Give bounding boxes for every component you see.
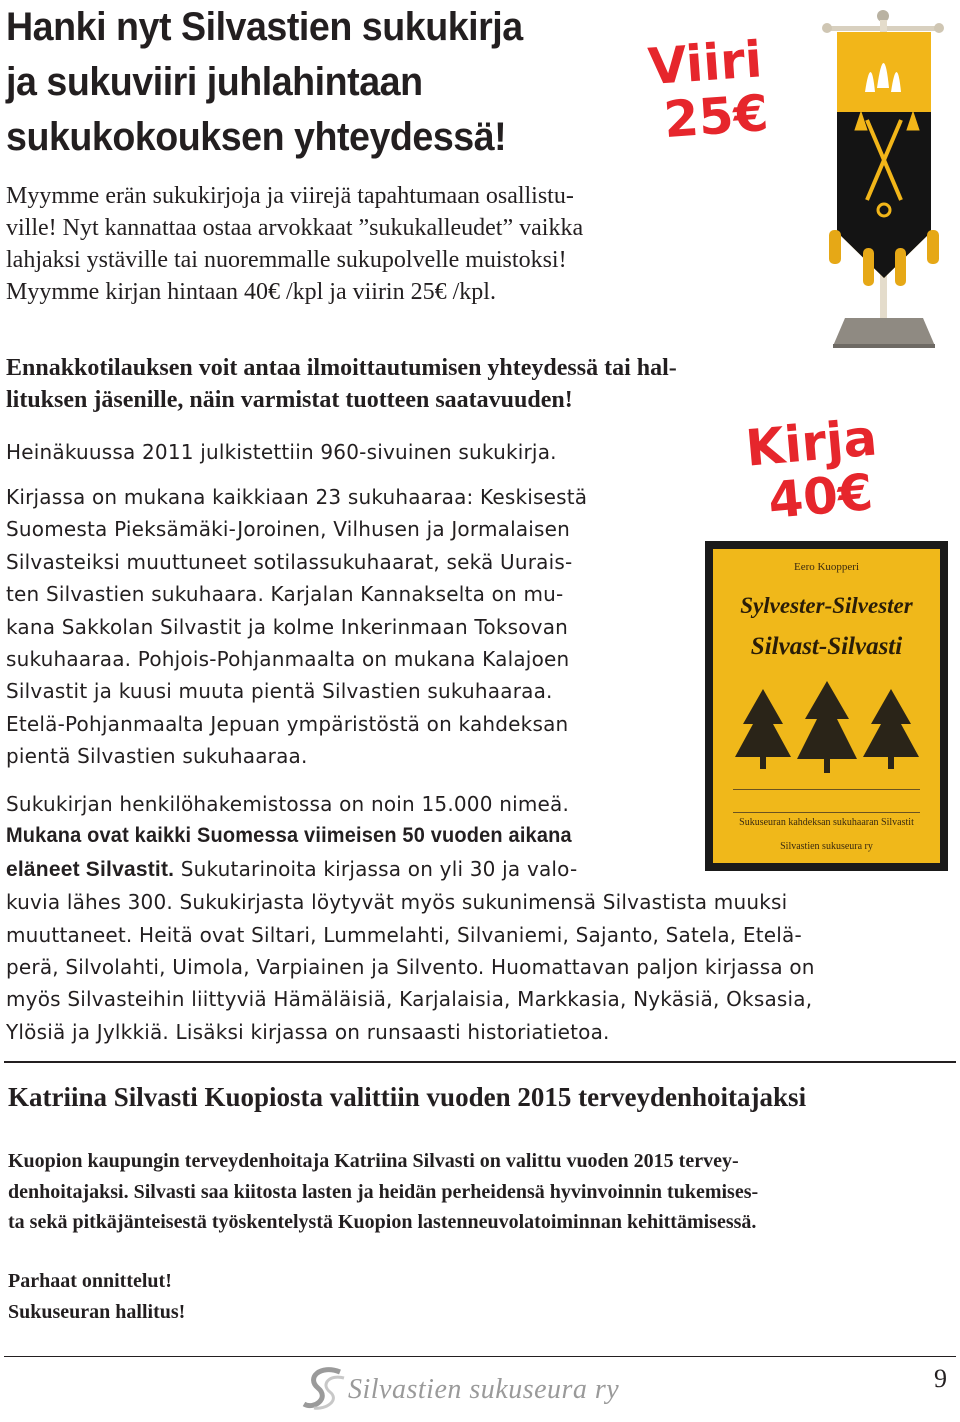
closing-line: Sukuseuran hallitus! — [8, 1301, 186, 1323]
index-line: muuttaneet. Heitä ovat Siltari, Lummelahti, Silvaniemi, Sajanto, Satela, Etelä- — [6, 922, 802, 947]
intro-line: Myymme kirjan hintaan 40€ /kpl ja viirin 25€ /kpl. — [6, 279, 496, 305]
kirja-price-amount: 40€ — [766, 463, 876, 530]
viiri-price-label: Viiri — [646, 30, 764, 97]
intro-line: Myymme erän sukukirjoja ja viirejä tapahtumaan osallistu- — [6, 183, 574, 209]
headline-line: Hanki nyt Silvastien sukukirja — [6, 5, 523, 49]
index-bold-fragment: eläneet Silvastit. — [6, 857, 175, 881]
kirja-price-label: Kirja — [743, 408, 880, 478]
intro-line: ville! Nyt kannattaa ostaa arvokkaat ”sukukalleudet” vaikka — [6, 215, 584, 241]
headline-line: ja sukuviiri juhlahintaan — [6, 60, 423, 104]
kirja-price — [744, 410, 884, 529]
pennant-image — [815, 0, 960, 360]
footer-rule — [4, 1356, 956, 1357]
section-divider — [4, 1061, 956, 1063]
preorder-line: Ennakkotilauksen voit antaa ilmoittautumisen yhteydessä tai hal- — [6, 355, 677, 381]
index-line: Sukukirjan henkilöhakemistossa on noin 15.000 nimeä. — [6, 792, 570, 816]
article-body-line: Kuopion kaupungin terveydenhoitaja Katriina Silvasti on valittu vuoden 2015 tervey- — [8, 1150, 739, 1172]
book-footer-line: Sukuseuran kahdeksan sukuhaaran Silvastit — [739, 817, 914, 828]
preorder-paragraph — [6, 352, 677, 416]
published-line: Heinäkuussa 2011 julkistettiin 960-sivuinen sukukirja. — [6, 440, 557, 464]
closing-line: Parhaat onnittelut! — [8, 1270, 172, 1292]
branches-line: Kirjassa on mukana kaikkiaan 23 sukuhaaraa: Keskisestä — [6, 485, 588, 509]
viiri-price — [646, 32, 770, 148]
index-line: kuvia lähes 300. Sukukirjasta löytyvät myös sukunimensä Silvastista muuksi — [6, 890, 788, 915]
book-title-line-2: Silvast-Silvasti — [750, 633, 903, 660]
article-body-line: ta sekä pitkäjänteisestä työskentelystä Kuopion lastenneuvolatoiminnan kehittämisessä. — [8, 1211, 757, 1233]
book-publisher: Silvastien sukuseura ry — [780, 841, 873, 852]
index-regular-fragment: Sukutarinoita kirjassa on yli 30 ja valo- — [174, 856, 578, 881]
index-line: Ylösiä ja Jylkkiä. Lisäksi kirjassa on runsaasti historiatietoa. — [6, 1019, 610, 1044]
index-line: myös Silvasteihin liittyviä Hämäläisiä, Karjalaisia, Markkasia, Nykäsiä, Oksasia, — [6, 987, 813, 1012]
intro-line: lahjaksi ystäville tai nuoremmalle sukupolvelle muistoksi! — [6, 247, 567, 273]
branches-line: ten Silvastien sukuhaara. Karjalan Kannakselta on mu- — [6, 582, 564, 607]
branches-line: sukuhaaraa. Pohjois-Pohjanmaalta on mukana Kalajoen — [6, 647, 570, 672]
branches-line: pientä Silvastien sukuhaaraa. — [6, 744, 308, 769]
branches-line: Etelä-Pohjanmaalta Jepuan ympäristöstä on kahdeksan — [6, 711, 569, 736]
book-author: Eero Kuopperi — [793, 561, 860, 573]
article-title: Katriina Silvasti Kuopiosta valittiin vuoden 2015 terveydenhoitajaksi — [8, 1082, 807, 1112]
branches-line: Silvastit ja kuusi muuta pientä Silvastien sukuhaaraa. — [6, 679, 553, 704]
article-body-line: denhoitajaksi. Silvasti saa kiitosta lasten ja heidän perheidensä hyvinvoinnin tukemises- — [8, 1180, 759, 1203]
footer-logo-text: Silvastien sukuseura ry — [348, 1374, 620, 1405]
viiri-price-amount: 25€ — [661, 83, 771, 150]
article-body — [8, 1146, 758, 1238]
intro-paragraph — [6, 180, 583, 308]
book-title-line-1: Sylvester-Silvester — [740, 593, 913, 618]
book-trees-illustration — [723, 679, 930, 779]
page-number: 9 — [934, 1364, 947, 1393]
headline-line: sukukokouksen yhteydessä! — [6, 115, 507, 159]
article-closing — [8, 1266, 185, 1328]
branches-paragraph — [6, 481, 587, 773]
branches-line: Silvasteiksi muuttuneet sotilassukuhaarat, sekä Uurais- — [6, 549, 573, 574]
index-paragraph — [6, 788, 815, 1048]
headline — [6, 0, 589, 165]
index-line: perä, Silvolahti, Uimola, Varpiainen ja Silvento. Huomattavan paljon kirjassa on — [6, 955, 815, 980]
branches-line: kana Sakkolan Silvastit ja kolme Inkerinmaan Toksovan — [6, 614, 569, 639]
index-line-mixed — [6, 853, 815, 886]
branches-line: Suomesta Pieksämäki-Joroinen, Vilhusen ja Jormalaisen — [6, 517, 571, 542]
index-line-bold: Mukana ovat kaikki Suomessa viimeisen 50 vuoden aikana — [6, 824, 572, 848]
preorder-line: lituksen jäsenille, näin varmistat tuotteen saatavuuden! — [6, 387, 573, 413]
